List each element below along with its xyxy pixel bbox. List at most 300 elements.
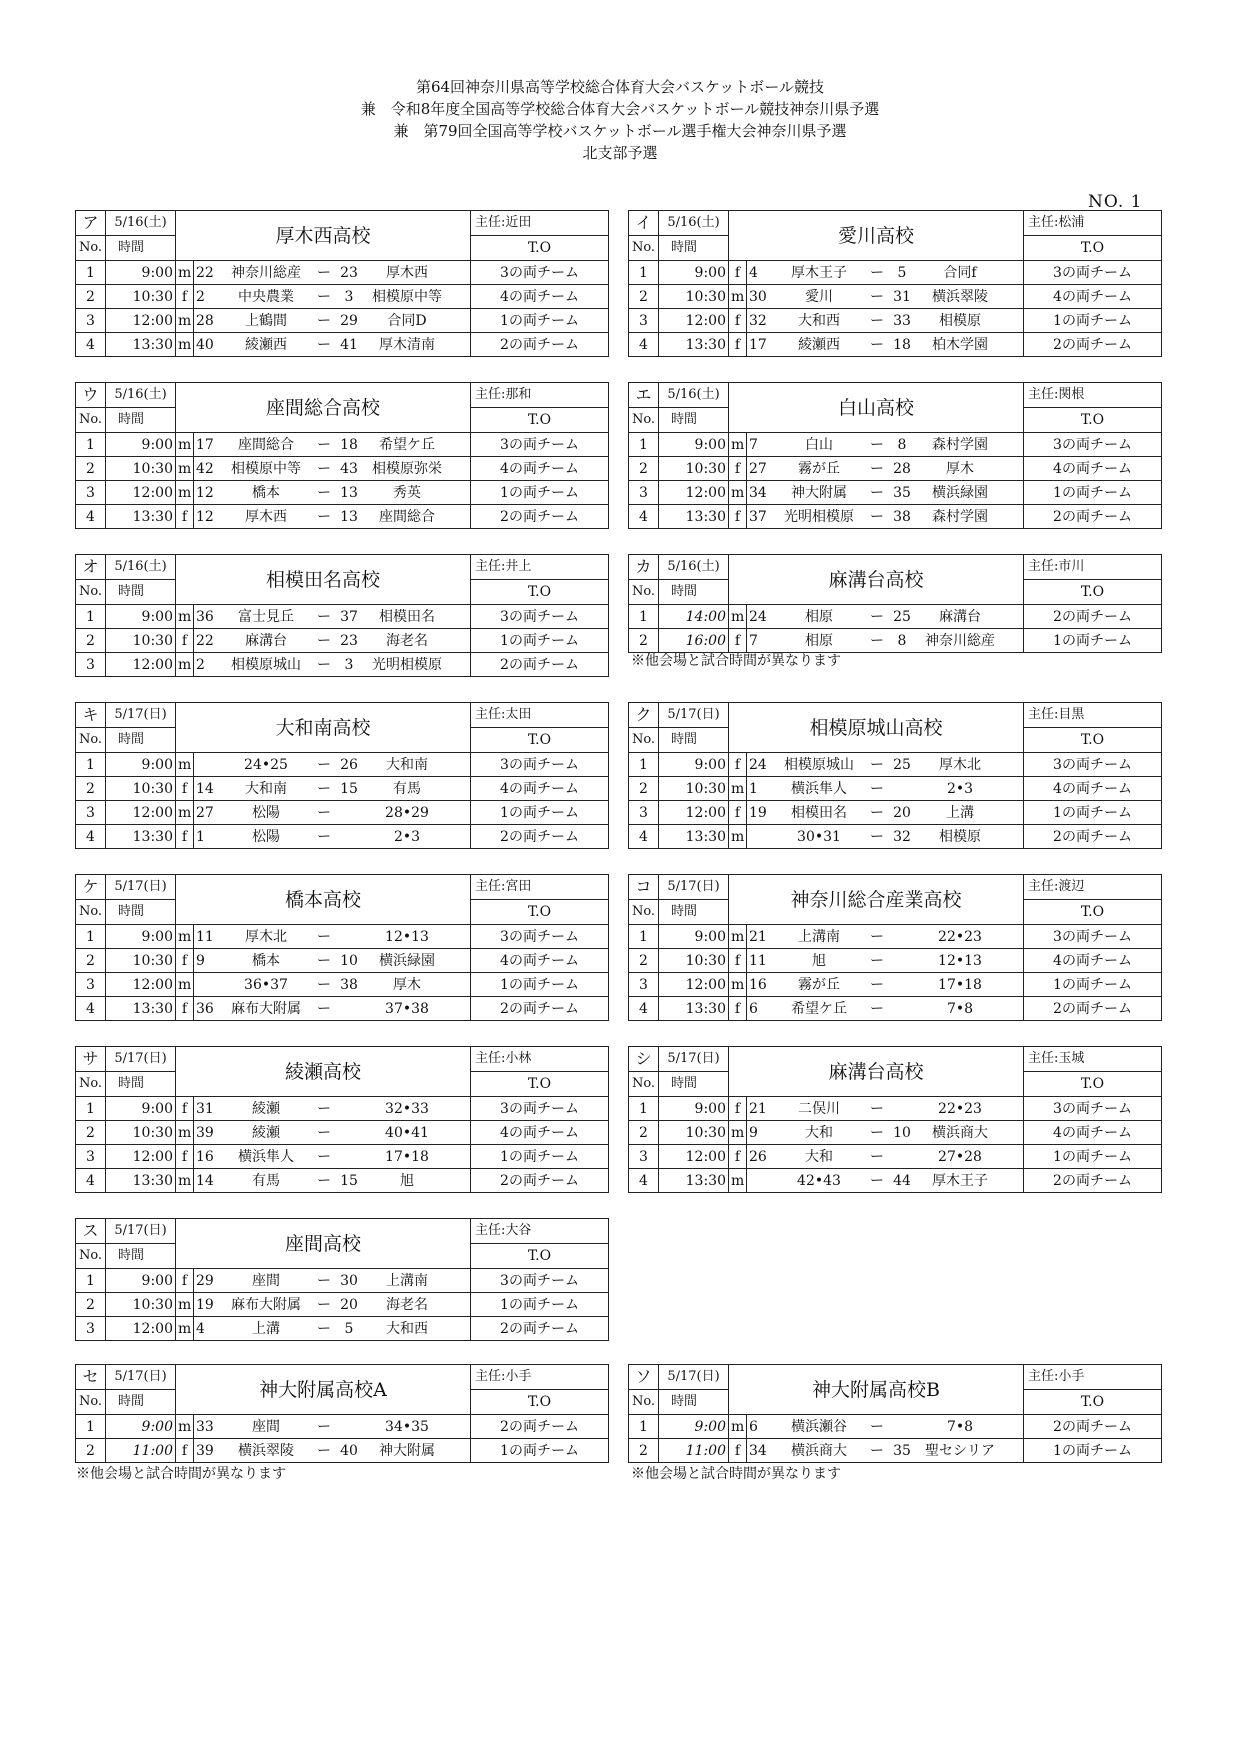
match-no: 2: [76, 1439, 106, 1463]
venue-block-e: [628, 382, 1162, 529]
team1-no: 1: [196, 828, 205, 845]
team1-name: 綾瀬西: [245, 336, 287, 353]
chief-referee: 主任:小林: [471, 1047, 609, 1072]
match-no: 1: [629, 433, 659, 457]
matchup: [747, 481, 1024, 505]
time-header: 時間: [106, 580, 176, 605]
match-row: [629, 457, 1162, 481]
match-row: [76, 753, 609, 777]
matchup: [194, 997, 471, 1021]
team2-name: 厚木: [946, 460, 974, 477]
block-letter: サ: [76, 1047, 106, 1072]
match-no: 3: [629, 1145, 659, 1169]
note-ka: ※他会場と試合時間が異なります: [631, 653, 841, 669]
table-official: 4の両チーム: [1024, 457, 1162, 481]
team2-name: 32•33: [385, 1100, 429, 1117]
match-time: 9:00: [106, 925, 176, 949]
matchup: [194, 1293, 471, 1317]
match-time: 13:30: [659, 1169, 729, 1193]
team1-name: 厚木西: [245, 508, 287, 525]
versus-dash: ー: [870, 460, 884, 477]
matchup: [194, 505, 471, 529]
gender: m: [176, 433, 194, 457]
team2-name: 12•13: [385, 928, 429, 945]
team1-name: 麻溝台: [245, 632, 287, 649]
team1-no: 4: [749, 264, 758, 281]
time-header: 時間: [106, 1072, 176, 1097]
match-row: [629, 973, 1162, 997]
versus-dash: ー: [870, 1418, 884, 1435]
table-official: 2の両チーム: [471, 505, 609, 529]
team1-no: 12: [196, 484, 214, 501]
venue-block-o: [75, 554, 609, 677]
matchup: [747, 433, 1024, 457]
gender: m: [729, 285, 747, 309]
team1-name: 希望ケ丘: [791, 1000, 847, 1017]
to-header: T.O: [1024, 1072, 1162, 1097]
gender: f: [729, 333, 747, 357]
team1-name: 相模原城山: [784, 756, 854, 773]
table-official: 4の両チーム: [1024, 1121, 1162, 1145]
matchup: [194, 481, 471, 505]
team1-no: 22: [196, 632, 214, 649]
match-row: [76, 333, 609, 357]
gender: f: [729, 261, 747, 285]
match-time: 10:30: [659, 777, 729, 801]
gender: f: [729, 753, 747, 777]
team1-no: 36: [196, 1000, 214, 1017]
to-header: T.O: [471, 728, 609, 753]
time-header: 時間: [106, 408, 176, 433]
gender: f: [729, 1145, 747, 1169]
gender: f: [729, 801, 747, 825]
team2-name: 22•23: [938, 1100, 982, 1117]
no-header: No.: [76, 1244, 106, 1269]
match-row: [629, 333, 1162, 357]
team1-no: 29: [196, 1272, 214, 1289]
team2-no: 10: [893, 1124, 911, 1141]
venue-name: 綾瀬高校: [176, 1047, 471, 1097]
to-header: T.O: [471, 1244, 609, 1269]
team2-no: 25: [893, 756, 911, 773]
match-row: [76, 433, 609, 457]
block-letter: シ: [629, 1047, 659, 1072]
venue-name: 神大附属高校B: [729, 1365, 1024, 1415]
team2-no: 29: [340, 312, 358, 329]
team1-no: 14: [196, 1172, 214, 1189]
block-letter: キ: [76, 703, 106, 728]
match-time: 9:00: [106, 753, 176, 777]
team1-name: 相原: [805, 632, 833, 649]
team1-no: 27: [749, 460, 767, 477]
matchup: [747, 925, 1024, 949]
table-official: 3の両チーム: [471, 1269, 609, 1293]
table-official: 1の両チーム: [1024, 309, 1162, 333]
table-official: 2の両チーム: [471, 825, 609, 849]
venue-name: 愛川高校: [729, 211, 1024, 261]
match-time: 10:30: [106, 777, 176, 801]
team2-name: 27•28: [938, 1148, 982, 1165]
block-letter: ソ: [629, 1365, 659, 1390]
gender: m: [729, 825, 747, 849]
versus-dash: ー: [870, 336, 884, 353]
match-row: [76, 1169, 609, 1193]
team1-no: 21: [749, 928, 767, 945]
title-line-3: 兼 第79回全国高等学校バスケットボール選手権大会神奈川県予選: [393, 122, 847, 140]
team2-no: 5: [897, 264, 907, 281]
match-row: [629, 309, 1162, 333]
block-letter: ス: [76, 1219, 106, 1244]
team2-no: 28: [893, 460, 911, 477]
matchup: [747, 1439, 1024, 1463]
team2-name: 厚木北: [939, 756, 981, 773]
match-row: [76, 629, 609, 653]
match-no: 4: [76, 997, 106, 1021]
team2-no: 13: [340, 508, 358, 525]
team2-no: 3: [344, 288, 354, 305]
match-row: [76, 997, 609, 1021]
versus-dash: ー: [317, 484, 331, 501]
team1-name: 二俣川: [798, 1100, 840, 1117]
match-row: [76, 1293, 609, 1317]
team2-name: 上溝南: [386, 1272, 428, 1289]
team1-no: 11: [196, 928, 214, 945]
venue-name: 相模田名高校: [176, 555, 471, 605]
match-time: 10:30: [106, 457, 176, 481]
no-header: No.: [629, 900, 659, 925]
table-official: 3の両チーム: [471, 433, 609, 457]
match-row: [629, 1121, 1162, 1145]
venue-block-u: [75, 382, 609, 529]
venue-block-shi: [628, 1046, 1162, 1193]
team1-no: 2: [196, 656, 205, 673]
page-number: NO. 1: [1088, 192, 1143, 212]
matchup: [747, 1121, 1024, 1145]
block-letter: セ: [76, 1365, 106, 1390]
match-time: 13:30: [659, 825, 729, 849]
team1-name: 大和西: [798, 312, 840, 329]
matchup: [194, 1269, 471, 1293]
team1-no: 16: [749, 976, 767, 993]
versus-dash: ー: [317, 1272, 331, 1289]
team1-no: 34: [749, 1442, 767, 1459]
table-official: 4の両チーム: [1024, 777, 1162, 801]
gender: f: [729, 949, 747, 973]
matchup: [194, 777, 471, 801]
match-no: 4: [629, 505, 659, 529]
table-official: 1の両チーム: [471, 801, 609, 825]
time-header: 時間: [106, 1390, 176, 1415]
table-official: 2の両チーム: [1024, 505, 1162, 529]
team2-no: 20: [893, 804, 911, 821]
versus-dash: ー: [317, 312, 331, 329]
versus-dash: ー: [317, 976, 331, 993]
gender: f: [729, 1097, 747, 1121]
to-header: T.O: [471, 900, 609, 925]
team1-no: 37: [749, 508, 767, 525]
matchup: [747, 457, 1024, 481]
block-letter: カ: [629, 555, 659, 580]
versus-dash: ー: [317, 1320, 331, 1337]
versus-dash: ー: [317, 460, 331, 477]
team1-name: 相模原城山: [231, 656, 301, 673]
match-row: [76, 1415, 609, 1439]
gender: f: [176, 777, 194, 801]
block-date: 5/17(日): [659, 703, 729, 728]
to-header: T.O: [1024, 580, 1162, 605]
versus-dash: ー: [870, 952, 884, 969]
team2-no: 13: [340, 484, 358, 501]
team1-name: 厚木王子: [791, 264, 847, 281]
team1-no: 33: [196, 1418, 214, 1435]
note-so: ※他会場と試合時間が異なります: [631, 1466, 841, 1482]
team2-no: 18: [340, 436, 358, 453]
team2-name: 神奈川総産: [925, 632, 995, 649]
team1-name: 有馬: [252, 1172, 280, 1189]
gender: m: [176, 605, 194, 629]
match-no: 2: [629, 629, 659, 653]
team1-no: 22: [196, 264, 214, 281]
versus-dash: ー: [870, 436, 884, 453]
match-row: [76, 285, 609, 309]
block-letter: イ: [629, 211, 659, 236]
versus-dash: ー: [317, 756, 331, 773]
no-header: No.: [76, 1072, 106, 1097]
match-no: 1: [76, 1269, 106, 1293]
table-official: 2の両チーム: [471, 333, 609, 357]
venue-name: 座間高校: [176, 1219, 471, 1269]
to-header: T.O: [1024, 728, 1162, 753]
team1-no: 39: [196, 1442, 214, 1459]
table-official: 3の両チーム: [471, 753, 609, 777]
table-official: 3の両チーム: [471, 261, 609, 285]
versus-dash: ー: [870, 828, 884, 845]
team2-no: 37: [340, 608, 358, 625]
team1-no: 9: [196, 952, 205, 969]
team1-name: 光明相模原: [784, 508, 854, 525]
chief-referee: 主任:井上: [471, 555, 609, 580]
versus-dash: ー: [870, 264, 884, 281]
matchup: [194, 653, 471, 677]
table-official: 3の両チーム: [1024, 433, 1162, 457]
to-header: T.O: [1024, 408, 1162, 433]
team1-name: 横浜商大: [791, 1442, 847, 1459]
versus-dash: ー: [317, 1124, 331, 1141]
team1-name: 大和: [805, 1124, 833, 1141]
versus-dash: ー: [870, 804, 884, 821]
team1-name: 富士見丘: [238, 608, 294, 625]
gender: m: [176, 973, 194, 997]
team1-name: 霧が丘: [798, 976, 840, 993]
chief-referee: 主任:小手: [471, 1365, 609, 1390]
matchup: [194, 949, 471, 973]
match-no: 3: [629, 801, 659, 825]
match-time: 12:00: [659, 1145, 729, 1169]
team2-name: 光明相模原: [372, 656, 442, 673]
match-time: 13:30: [659, 997, 729, 1021]
match-no: 4: [76, 333, 106, 357]
venue-name: 大和南高校: [176, 703, 471, 753]
team2-no: 5: [344, 1320, 354, 1337]
match-time: 11:00: [106, 1439, 176, 1463]
match-no: 1: [76, 1097, 106, 1121]
team2-no: 33: [893, 312, 911, 329]
match-no: 4: [76, 1169, 106, 1193]
matchup: [194, 801, 471, 825]
gender: f: [176, 629, 194, 653]
venue-name: 麻溝台高校: [729, 555, 1024, 605]
matchup: [747, 309, 1024, 333]
versus-dash: ー: [317, 436, 331, 453]
team2-name: 34•35: [385, 1418, 429, 1435]
match-time: 10:30: [106, 1121, 176, 1145]
team2-no: 30: [340, 1272, 358, 1289]
gender: f: [729, 457, 747, 481]
match-row: [629, 1169, 1162, 1193]
team1-name: 松陽: [252, 804, 280, 821]
team2-name: 2•3: [946, 780, 974, 797]
block-date: 5/17(日): [106, 1219, 176, 1244]
venue-name: 座間総合高校: [176, 383, 471, 433]
match-time: 12:00: [106, 481, 176, 505]
team2-name: 横浜商大: [932, 1124, 988, 1141]
match-time: 13:30: [106, 997, 176, 1021]
no-header: No.: [76, 580, 106, 605]
gender: f: [729, 505, 747, 529]
table-official: 2の両チーム: [471, 1415, 609, 1439]
versus-dash: ー: [317, 952, 331, 969]
gender: f: [729, 629, 747, 653]
team2-name: 40•41: [385, 1124, 429, 1141]
venue-name: 神大附属高校A: [176, 1365, 471, 1415]
team2-no: 31: [893, 288, 911, 305]
gender: f: [176, 949, 194, 973]
match-no: 2: [629, 457, 659, 481]
team1-no: 34: [749, 484, 767, 501]
versus-dash: ー: [317, 632, 331, 649]
match-time: 14:00: [659, 605, 729, 629]
match-time: 9:00: [659, 1415, 729, 1439]
match-row: [76, 1121, 609, 1145]
team1-name: 横浜隼人: [238, 1148, 294, 1165]
team1-name: 相模田名: [791, 804, 847, 821]
versus-dash: ー: [870, 288, 884, 305]
team2-no: 8: [897, 436, 907, 453]
no-header: No.: [629, 236, 659, 261]
match-time: 12:00: [659, 973, 729, 997]
table-official: 4の両チーム: [471, 457, 609, 481]
versus-dash: ー: [870, 484, 884, 501]
team2-name: 森村学園: [932, 436, 988, 453]
team1-name: 橋本: [252, 952, 280, 969]
gender: m: [176, 481, 194, 505]
table-official: 2の両チーム: [1024, 997, 1162, 1021]
team2-no: 44: [893, 1172, 911, 1189]
match-row: [629, 605, 1162, 629]
team2-name: 横浜翠陵: [932, 288, 988, 305]
gender: m: [176, 653, 194, 677]
team2-name: 海老名: [386, 632, 428, 649]
versus-dash: ー: [870, 508, 884, 525]
team2-name: 海老名: [386, 1296, 428, 1313]
matchup: [747, 777, 1024, 801]
to-header: T.O: [1024, 236, 1162, 261]
chief-referee: 主任:松浦: [1024, 211, 1162, 236]
block-date: 5/17(日): [106, 703, 176, 728]
match-time: 10:30: [106, 629, 176, 653]
gender: f: [176, 825, 194, 849]
team1-no: 36: [196, 608, 214, 625]
matchup: [194, 629, 471, 653]
team2-name: 秀英: [393, 484, 421, 501]
team1-no: 24: [749, 608, 767, 625]
table-official: 4の両チーム: [1024, 949, 1162, 973]
team2-no: 18: [893, 336, 911, 353]
venue-name: 厚木西高校: [176, 211, 471, 261]
title-line-1: 第64回神奈川県高等学校総合体育大会バスケットボール競技: [415, 78, 825, 96]
matchup: [194, 973, 471, 997]
team1-name: 神大附属: [791, 484, 847, 501]
versus-dash: ー: [317, 1172, 331, 1189]
versus-dash: ー: [317, 780, 331, 797]
table-official: 1の両チーム: [1024, 1439, 1162, 1463]
table-official: 1の両チーム: [1024, 481, 1162, 505]
gender: m: [729, 973, 747, 997]
matchup: [747, 261, 1024, 285]
team1-name: 霧が丘: [798, 460, 840, 477]
match-row: [76, 1269, 609, 1293]
team1-no: 17: [196, 436, 214, 453]
table-official: 1の両チーム: [471, 629, 609, 653]
venue-block-i: [628, 210, 1162, 357]
team2-no: 20: [340, 1296, 358, 1313]
match-row: [629, 505, 1162, 529]
match-no: 2: [76, 629, 106, 653]
versus-dash: ー: [317, 608, 331, 625]
team1-name: 中央農業: [238, 288, 294, 305]
match-no: 3: [629, 481, 659, 505]
matchup: [747, 801, 1024, 825]
match-row: [76, 925, 609, 949]
team2-name: 17•18: [938, 976, 982, 993]
to-header: T.O: [471, 408, 609, 433]
versus-dash: ー: [317, 828, 331, 845]
table-official: 1の両チーム: [471, 481, 609, 505]
match-time: 11:00: [659, 1439, 729, 1463]
table-official: 2の両チーム: [471, 1317, 609, 1341]
table-official: 3の両チーム: [471, 1097, 609, 1121]
matchup: [194, 605, 471, 629]
team1-name: 愛川: [805, 288, 833, 305]
matchup: [194, 753, 471, 777]
gender: m: [176, 333, 194, 357]
matchup: [747, 753, 1024, 777]
match-row: [76, 777, 609, 801]
block-letter: オ: [76, 555, 106, 580]
team2-name: 希望ケ丘: [379, 436, 435, 453]
venue-block-ke: [75, 874, 609, 1021]
match-no: 4: [629, 1169, 659, 1193]
team2-name: 7•8: [946, 1418, 974, 1435]
venue-name: 相模原城山高校: [729, 703, 1024, 753]
team2-no: 43: [340, 460, 358, 477]
gender: m: [176, 1293, 194, 1317]
gender: m: [176, 801, 194, 825]
matchup: [194, 457, 471, 481]
document-header: [0, 76, 1240, 164]
team1-name: 大和: [805, 1148, 833, 1165]
versus-dash: ー: [870, 1124, 884, 1141]
